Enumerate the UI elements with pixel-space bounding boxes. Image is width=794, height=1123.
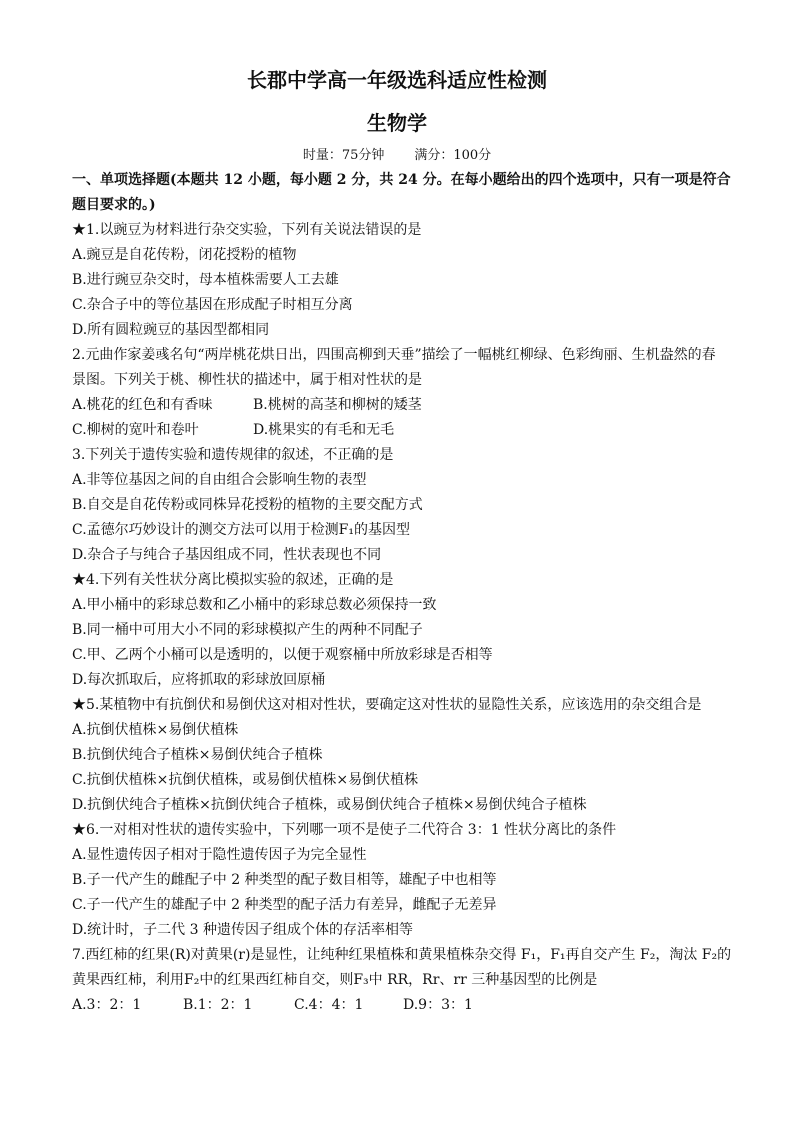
- option-row: [72, 993, 732, 1018]
- option-d: D.统计时，子二代 3 种遗传因子组成个体的存活率相等: [72, 922, 413, 938]
- question-1: [72, 218, 732, 343]
- option-a: A.桃花的红色和有香味: [72, 397, 213, 413]
- question-2: [72, 343, 732, 443]
- question-5: [72, 693, 732, 818]
- option-a: A.甲小桶中的彩球总数和乙小桶中的彩球总数必须保持一致: [72, 597, 437, 613]
- question-stem: ★1.以豌豆为材料进行杂交实验，下列有关说法错误的是: [72, 222, 422, 238]
- option-b: B.自交是自花传粉或同株异花授粉的植物的主要交配方式: [72, 497, 423, 513]
- question-stem: ★5.某植物中有抗倒伏和易倒伏这对相对性状，要确定这对性状的显隐性关系，应该选用的杂交组合是: [72, 697, 702, 713]
- option-b: B.进行豌豆杂交时，母本植株需要人工去雄: [72, 272, 339, 288]
- option-c: C.孟德尔巧妙设计的测交方法可以用于检测F₁的基因型: [72, 522, 410, 538]
- section-heading-line: 题目要求的。): [72, 197, 156, 213]
- option-a: A.3：2：1: [72, 997, 142, 1013]
- option-b: B.抗倒伏纯合子植株×易倒伏纯合子植株: [72, 747, 323, 763]
- question-4: [72, 568, 732, 693]
- option-b: B.桃树的高茎和柳树的矮茎: [253, 397, 422, 413]
- question-stem: 3.下列关于遗传实验和遗传规律的叙述，不正确的是: [72, 447, 394, 463]
- option-c: C.抗倒伏植株×抗倒伏植株，或易倒伏植株×易倒伏植株: [72, 772, 419, 788]
- exam-title: 长郡中学高一年级选科适应性检测: [247, 68, 547, 92]
- exam-body: [72, 168, 732, 1018]
- question-stem: 景图。下列关于桃、柳性状的描述中，属于相对性状的是: [72, 372, 422, 388]
- question-stem: 2.元曲作家姜彧名句“两岸桃花烘日出，四围高柳到天垂”描绘了一幅桃红柳绿、色彩绚丽、生机盎然的春: [72, 347, 716, 363]
- option-d: D.每次抓取后，应将抓取的彩球放回原桶: [72, 672, 326, 688]
- option-d: D.杂合子与纯合子基因组成不同，性状表现也不同: [72, 547, 382, 563]
- option-b: B.同一桶中可用大小不同的彩球模拟产生的两种不同配子: [72, 622, 423, 638]
- time-label: 时量：75分钟: [302, 148, 385, 163]
- question-7: [72, 943, 732, 1018]
- section-heading: [72, 168, 732, 218]
- option-a: A.显性遗传因子相对于隐性遗传因子为完全显性: [72, 847, 367, 863]
- option-d: D.桃果实的有毛和无毛: [253, 422, 395, 438]
- exam-subject: 生物学: [367, 111, 427, 135]
- question-6: [72, 818, 732, 943]
- option-c: C.柳树的宽叶和卷叶: [72, 422, 199, 438]
- question-stem: 黄果西红柿，利用F₂中的红果西红柿自交，则F₃中 RR，Rr、rr 三种基因型的比例是: [72, 972, 598, 988]
- option-b: B.子一代产生的雌配子中 2 种类型的配子数目相等，雄配子中也相等: [72, 872, 497, 888]
- option-c: C.4：4：1: [294, 997, 364, 1013]
- option-c: C.子一代产生的雄配子中 2 种类型的配子活力有差异，雌配子无差异: [72, 897, 497, 913]
- option-c: C.杂合子中的等位基因在形成配子时相互分离: [72, 297, 353, 313]
- section-heading-line: 一、单项选择题(本题共 12 小题，每小题 2 分，共 24 分。在每小题给出的四个选项中，只有一项是符合: [72, 172, 731, 188]
- question-stem: ★6.一对相对性状的遗传实验中，下列哪一项不是使子二代符合 3：1 性状分离比的条件: [72, 822, 617, 838]
- question-stem: ★4.下列有关性状分离比模拟实验的叙述，正确的是: [72, 572, 394, 588]
- question-3: [72, 443, 732, 568]
- option-d: D.所有圆粒豌豆的基因型都相同: [72, 322, 270, 338]
- option-b: B.1：2：1: [183, 997, 253, 1013]
- option-row: [72, 418, 732, 443]
- option-row: [72, 393, 732, 418]
- option-a: A.非等位基因之间的自由组合会影响生物的表型: [72, 472, 367, 488]
- score-label: 满分：100分: [414, 148, 492, 163]
- question-stem: 7.西红柿的红果(R)对黄果(r)是显性，让纯种红果植株和黄果植株杂交得 F₁，F₁再自交产生 F₂，淘汰 F₂的: [72, 947, 732, 963]
- option-d: D.抗倒伏纯合子植株×抗倒伏纯合子植株，或易倒伏纯合子植株×易倒伏纯合子植株: [72, 797, 587, 813]
- option-c: C.甲、乙两个小桶可以是透明的，以便于观察桶中所放彩球是否相等: [72, 647, 493, 663]
- option-d: D.9：3：1: [403, 997, 473, 1013]
- option-a: A.豌豆是自花传粉，闭花授粉的植物: [72, 247, 297, 263]
- option-a: A.抗倒伏植株×易倒伏植株: [72, 722, 239, 738]
- exam-info: [0, 146, 794, 166]
